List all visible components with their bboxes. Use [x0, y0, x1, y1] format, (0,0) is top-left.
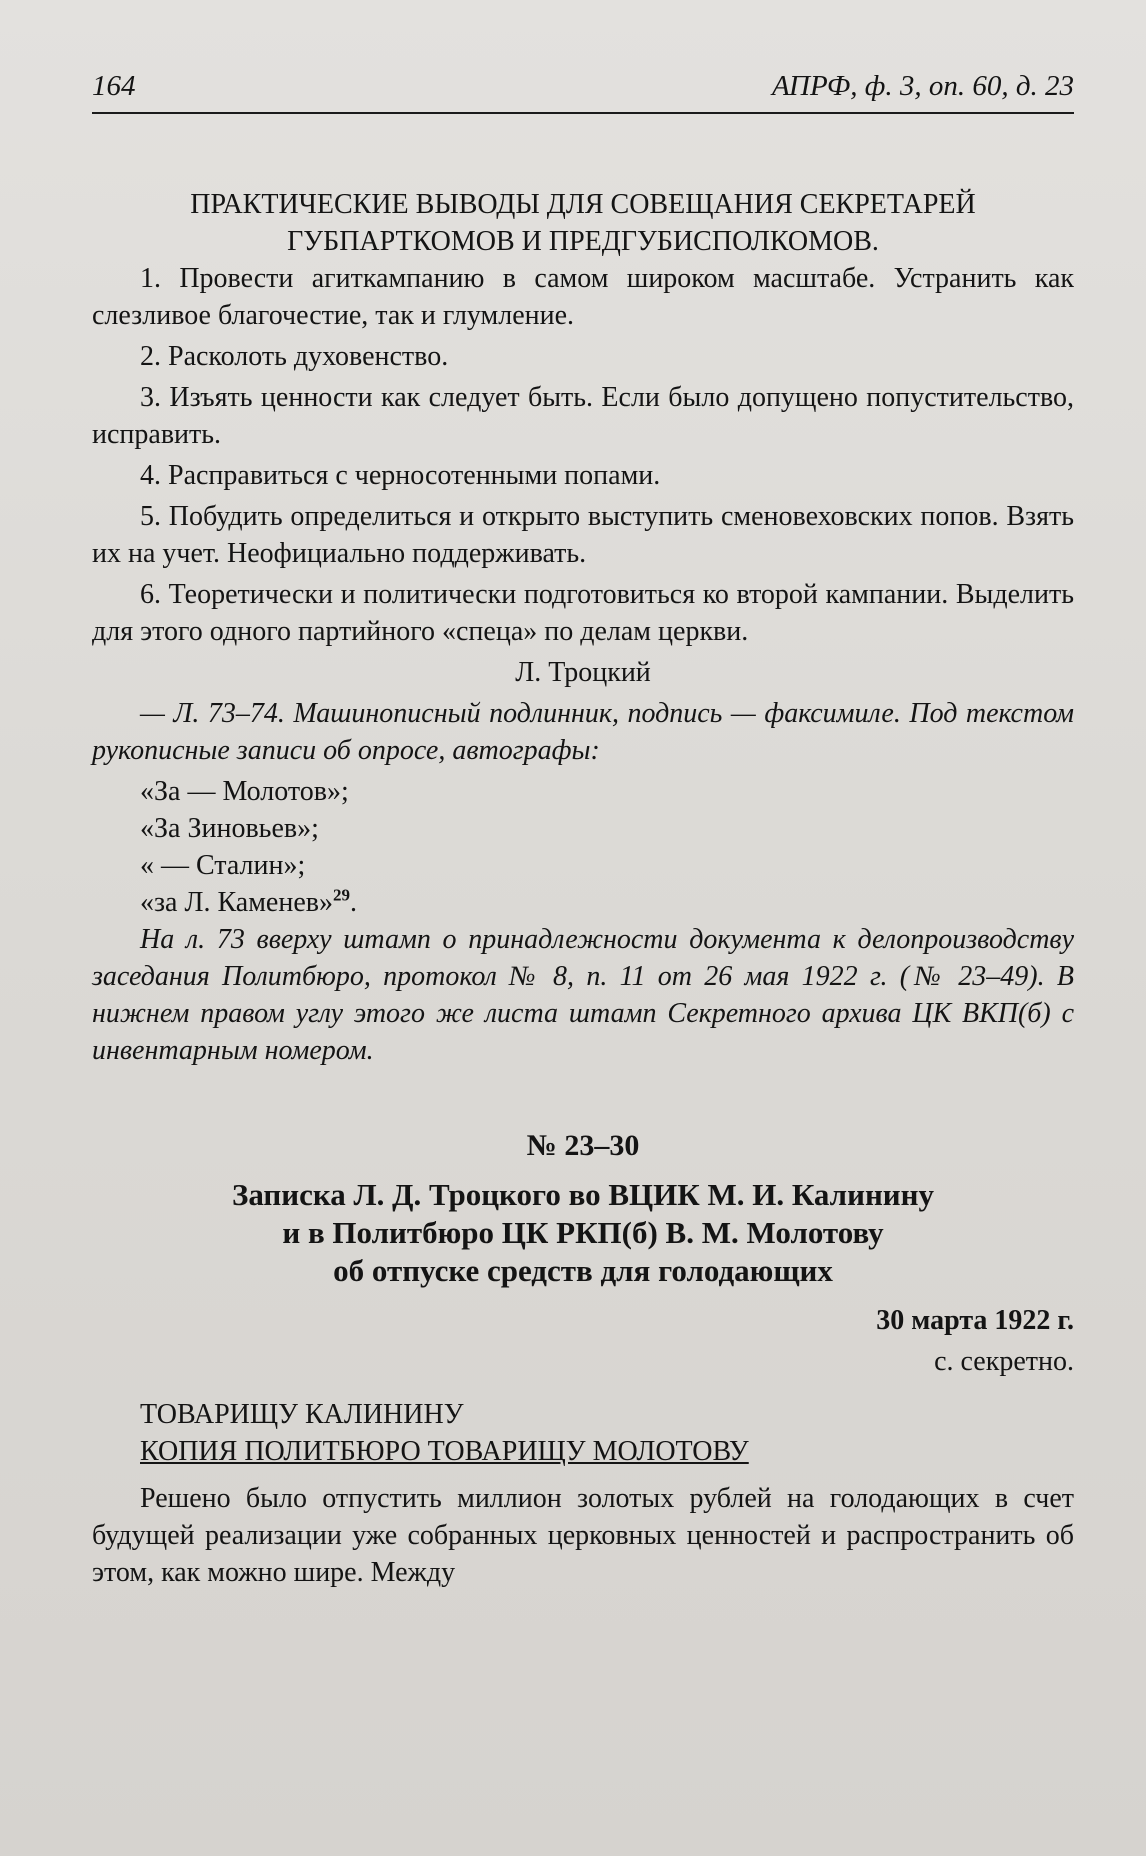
section-heading-line-2: ГУБПАРТКОМОВ И ПРЕДГУБИСПОЛКОМОВ. — [287, 226, 879, 257]
conclusions-section — [92, 186, 1074, 691]
signature: Л. Троцкий — [515, 657, 651, 688]
autograph-kamenev — [92, 884, 1074, 921]
document-title-line-2: и в Политбюро ЦК РКП(б) В. М. Молотову — [282, 1215, 884, 1250]
running-header — [92, 68, 1074, 114]
autograph-kamenev-text: «за Л. Каменев» — [140, 887, 333, 918]
section-heading-line-1: ПРАКТИЧЕСКИЕ ВЫВОДЫ ДЛЯ СОВЕЩАНИЯ СЕКРЕТАРЕЙ — [190, 189, 976, 220]
conclusion-item-6: 6. Теоретически и политически подготовиться ко второй кампании. Выделить для этого одного партийного «спеца» по делам церкви. — [92, 579, 1074, 647]
source-description: — Л. 73–74. Машинописный подлинник, подпись — факсимиле. Под текстом рукописные записи об опросе, автографы: — [92, 698, 1074, 766]
archival-note — [92, 695, 1074, 1069]
page-number: 164 — [92, 70, 136, 102]
document-title-line-3: об отпуске средств для голодающих — [333, 1253, 833, 1288]
conclusion-item-4: 4. Расправиться с черносотенными попами. — [140, 460, 661, 491]
archive-reference: АПРФ, ф. 3, оп. 60, д. 23 — [772, 70, 1074, 102]
addressee-kalinin: ТОВАРИЩУ КАЛИНИНУ — [140, 1399, 464, 1430]
document-date: 30 марта 1922 г. — [876, 1305, 1074, 1336]
autograph-molotov: «За — Молотов»; — [140, 776, 349, 807]
document-title — [92, 1176, 1074, 1290]
conclusion-item-3: 3. Изъять ценности как следует быть. Если было допущено попустительство, исправить. — [92, 382, 1074, 450]
autograph-stalin: « — Сталин»; — [140, 850, 306, 881]
autograph-zinoviev: «За Зиновьев»; — [140, 813, 319, 844]
stamp-description: На л. 73 вверху штамп о принадлежности документа к делопроизводству заседания Политбюро, протокол № 8, п. 11 от 26 мая 1922 г. (№ 23–49). В нижнем правом углу этого же листа штамп Секретного архива ЦК ВКП(б) с инвентарным номером. — [92, 924, 1074, 1066]
document-body: Решено было отпустить миллион золотых рублей на голодающих в счет будущей реализации уже собранных церковных ценностей и распространить об этом, как можно шире. Между — [92, 1483, 1074, 1588]
conclusion-item-5: 5. Побудить определиться и открыто выступить сменовеховских попов. Взять их на учет. Неофициально поддерживать. — [92, 501, 1074, 569]
classification-mark: с. секретно. — [934, 1346, 1074, 1377]
document-title-line-1: Записка Л. Д. Троцкого во ВЦИК М. И. Калинину — [231, 1177, 935, 1212]
footnote-reference: 29 — [333, 885, 350, 905]
document-number: № 23–30 — [526, 1129, 640, 1162]
conclusion-item-1: 1. Провести агиткампанию в самом широком масштабе. Устранить как слезливое благочестие, так и глумление. — [92, 263, 1074, 331]
addressee-molotov-copy: КОПИЯ ПОЛИТБЮРО ТОВАРИЩУ МОЛОТОВУ — [140, 1436, 749, 1467]
page-content — [92, 186, 1074, 1595]
conclusion-item-2: 2. Расколоть духовенство. — [140, 341, 449, 372]
autograph-kamenev-period: . — [350, 887, 357, 918]
